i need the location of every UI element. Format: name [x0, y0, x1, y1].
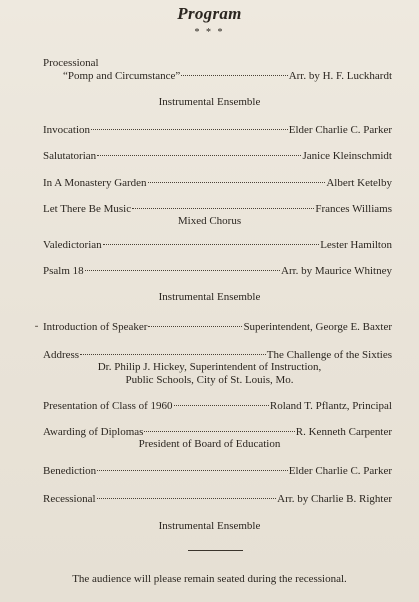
diplomas-name: R. Kenneth Carpenter — [295, 426, 392, 438]
invocation-name: Elder Charlie C. Parker — [288, 124, 392, 136]
board-president-line: President of Board of Education — [138, 438, 281, 450]
horizontal-rule — [188, 550, 243, 551]
presentation-row — [43, 399, 392, 413]
ink-mark: ⁃ — [34, 322, 39, 333]
dot-leader — [132, 208, 314, 209]
valedictorian-label: Valedictorian — [43, 239, 102, 251]
address-label: Address — [43, 349, 80, 361]
invocation-label: Invocation — [43, 124, 91, 136]
benediction-name: Elder Charlie C. Parker — [288, 465, 392, 477]
ensemble-heading-2: Instrumental Ensemble — [158, 291, 261, 303]
recessional-arranger: Arr. by Charlie B. Righter — [277, 493, 392, 505]
dot-leader — [85, 270, 280, 271]
speaker-line-1: Dr. Philip J. Hickey, Superintendent of Instruction, — [97, 361, 322, 373]
dot-leader — [103, 244, 320, 245]
ensemble-heading-1: Instrumental Ensemble — [158, 96, 261, 108]
dot-leader — [148, 326, 242, 327]
monastery-composer: Albert Ketelby — [326, 177, 392, 189]
speaker-line-2: Public Schools, City of St. Louis, Mo. — [125, 374, 294, 386]
salutatorian-label: Salutatorian — [43, 150, 97, 162]
processional-row — [63, 69, 392, 83]
closing-note: The audience will please remain seated during the recessional. — [72, 573, 347, 585]
dot-leader — [97, 498, 277, 499]
dot-leader — [181, 75, 287, 76]
salutatorian-row — [43, 149, 392, 163]
monastery-row — [43, 176, 392, 190]
valedictorian-row — [43, 238, 392, 252]
dot-leader — [91, 129, 288, 130]
intro-speaker-name: Superintendent, George E. Baxter — [243, 321, 392, 333]
ensemble-heading-3: Instrumental Ensemble — [158, 520, 261, 532]
recessional-row — [43, 492, 392, 506]
dot-leader — [97, 155, 301, 156]
presentation-name: Roland T. Pflantz, Principal — [269, 400, 392, 412]
dot-leader — [148, 182, 326, 183]
dot-leader — [174, 405, 269, 406]
psalm-label: Psalm 18 — [43, 265, 84, 277]
dot-leader — [144, 431, 294, 432]
dot-leader — [80, 354, 266, 355]
dot-leader — [97, 470, 288, 471]
music-label: Let There Be Music — [43, 203, 132, 215]
salutatorian-name: Janice Kleinschmidt — [302, 150, 392, 162]
presentation-label: Presentation of Class of 1960 — [43, 400, 173, 412]
star-divider: * * * — [194, 27, 225, 38]
processional-arranger: Arr. by H. F. Luckhardt — [288, 70, 392, 82]
processional-title: “Pomp and Circumstance” — [63, 70, 181, 82]
recessional-label: Recessional — [43, 493, 96, 505]
valedictorian-name: Lester Hamilton — [320, 239, 392, 251]
address-title: The Challenge of the Sixties — [266, 349, 392, 361]
processional-label: Processional — [43, 57, 99, 69]
benediction-label: Benediction — [43, 465, 97, 477]
mixed-chorus-heading: Mixed Chorus — [177, 215, 242, 227]
intro-speaker-row — [43, 320, 392, 334]
music-composer: Frances Williams — [315, 203, 392, 215]
psalm-arranger: Arr. by Maurice Whitney — [281, 265, 392, 277]
invocation-row — [43, 123, 392, 137]
psalm-row — [43, 264, 392, 278]
monastery-label: In A Monastery Garden — [43, 177, 147, 189]
intro-speaker-label: Introduction of Speaker — [43, 321, 148, 333]
diplomas-label: Awarding of Diplomas — [43, 426, 144, 438]
program-title: Program — [177, 4, 242, 23]
benediction-row — [43, 464, 392, 478]
